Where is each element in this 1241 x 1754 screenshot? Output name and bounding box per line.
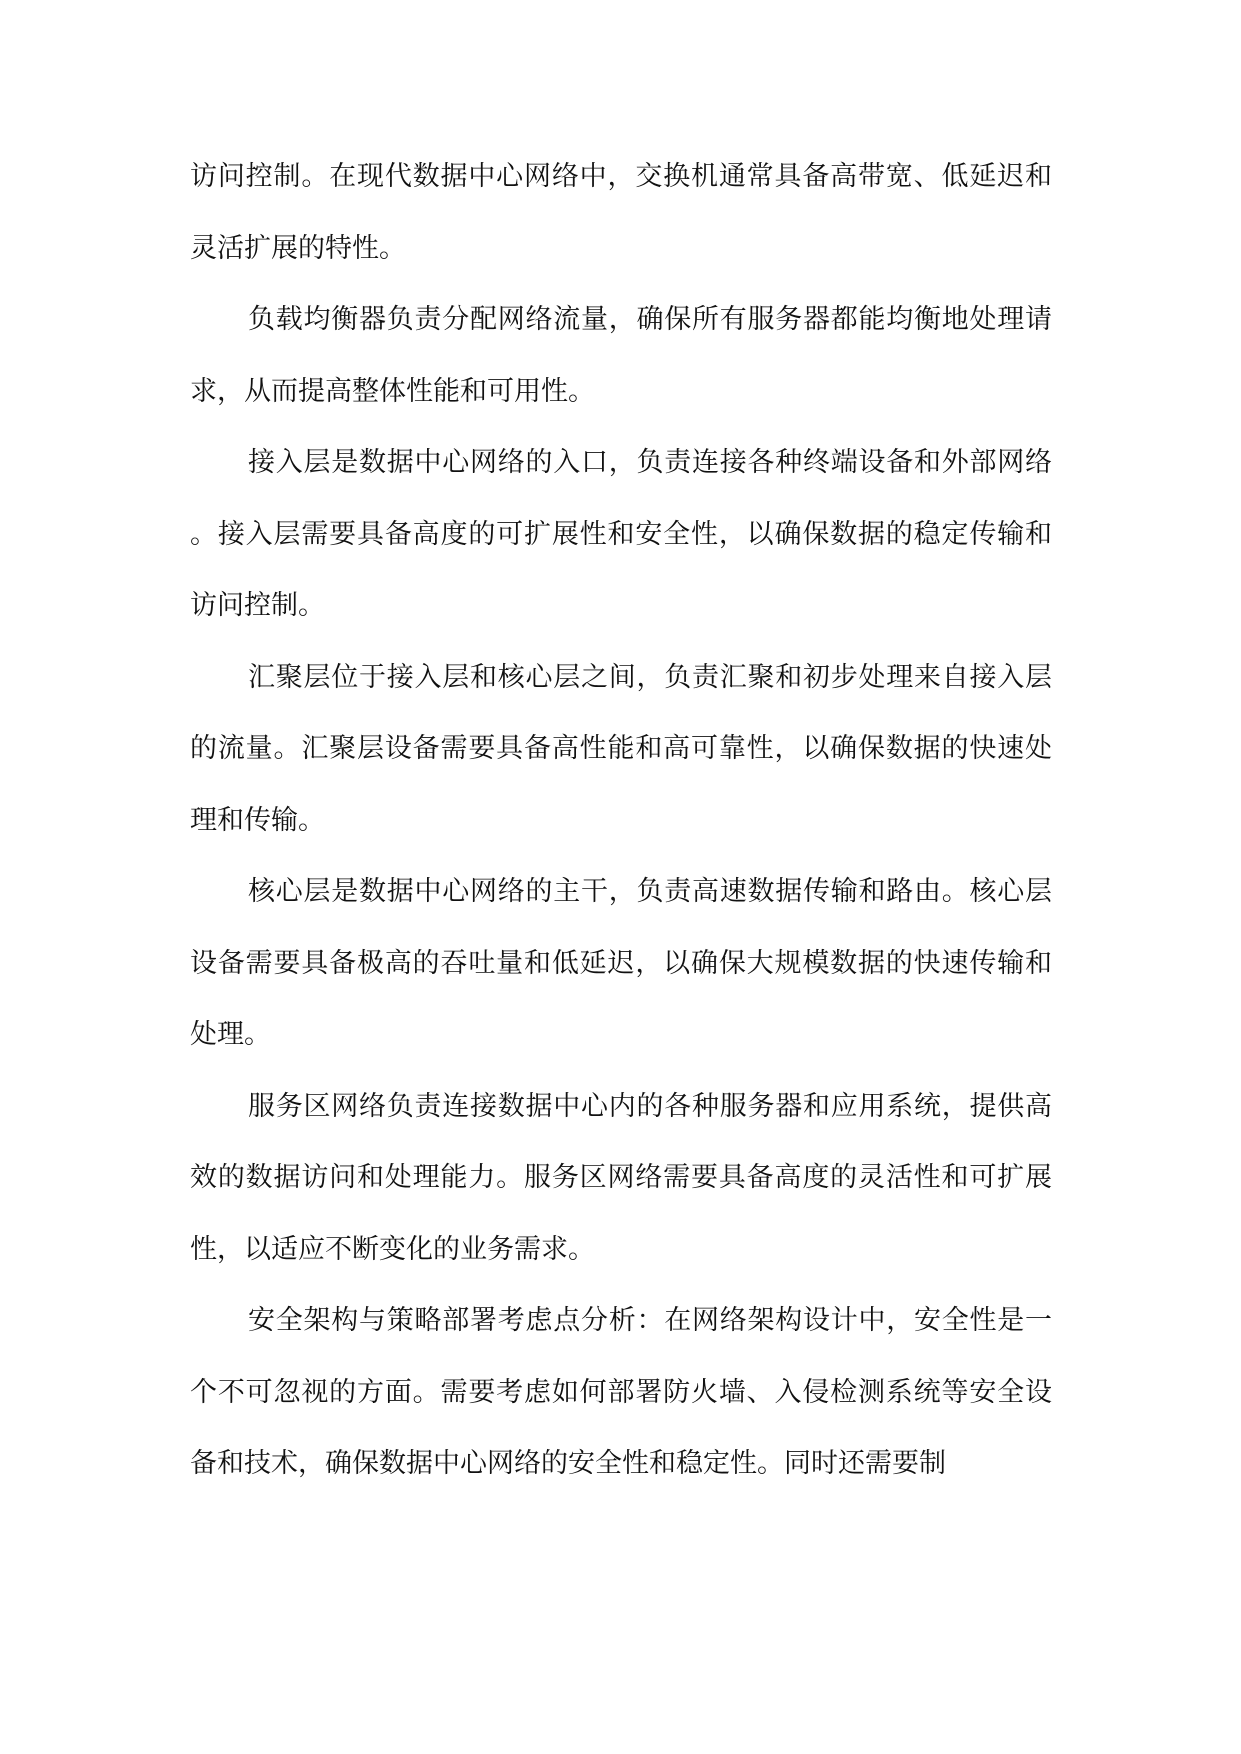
paragraph-access-layer: 接入层是数据中心网络的入口，负责连接各种终端设备和外部网络。接入层需要具备高度的可扩展性和安全性，以确保数据的稳定传输和访问控制。 <box>190 447 1052 621</box>
paragraph-access-control-continuation: 访问控制。在现代数据中心网络中，交换机通常具备高带宽、低延迟和灵活扩展的特性。 <box>190 161 1052 264</box>
paragraph-load-balancer: 负载均衡器负责分配网络流量，确保所有服务器都能均衡地处理请求，从而提高整体性能和可用性。 <box>190 304 1052 407</box>
paragraph-core-layer: 核心层是数据中心网络的主干，负责高速数据传输和路由。核心层设备需要具备极高的吞吐量和低延迟，以确保大规模数据的快速传输和处理。 <box>190 876 1052 1050</box>
paragraph-service-zone-network: 服务区网络负责连接数据中心内的各种服务器和应用系统，提供高效的数据访问和处理能力。服务区网络需要具备高度的灵活性和可扩展性，以适应不断变化的业务需求。 <box>190 1090 1052 1265</box>
document-body <box>190 141 1052 1500</box>
paragraph-security-architecture: 安全架构与策略部署考虑点分析：在网络架构设计中，安全性是一个不可忽视的方面。需要考虑如何部署防火墙、入侵检测系统等安全设备和技术，确保数据中心网络的安全性和稳定性。同时还需要制 <box>190 1305 1052 1479</box>
paragraph-aggregation-layer: 汇聚层位于接入层和核心层之间，负责汇聚和初步处理来自接入层的流量。汇聚层设备需要具备高性能和高可靠性，以确保数据的快速处理和传输。 <box>190 661 1052 836</box>
